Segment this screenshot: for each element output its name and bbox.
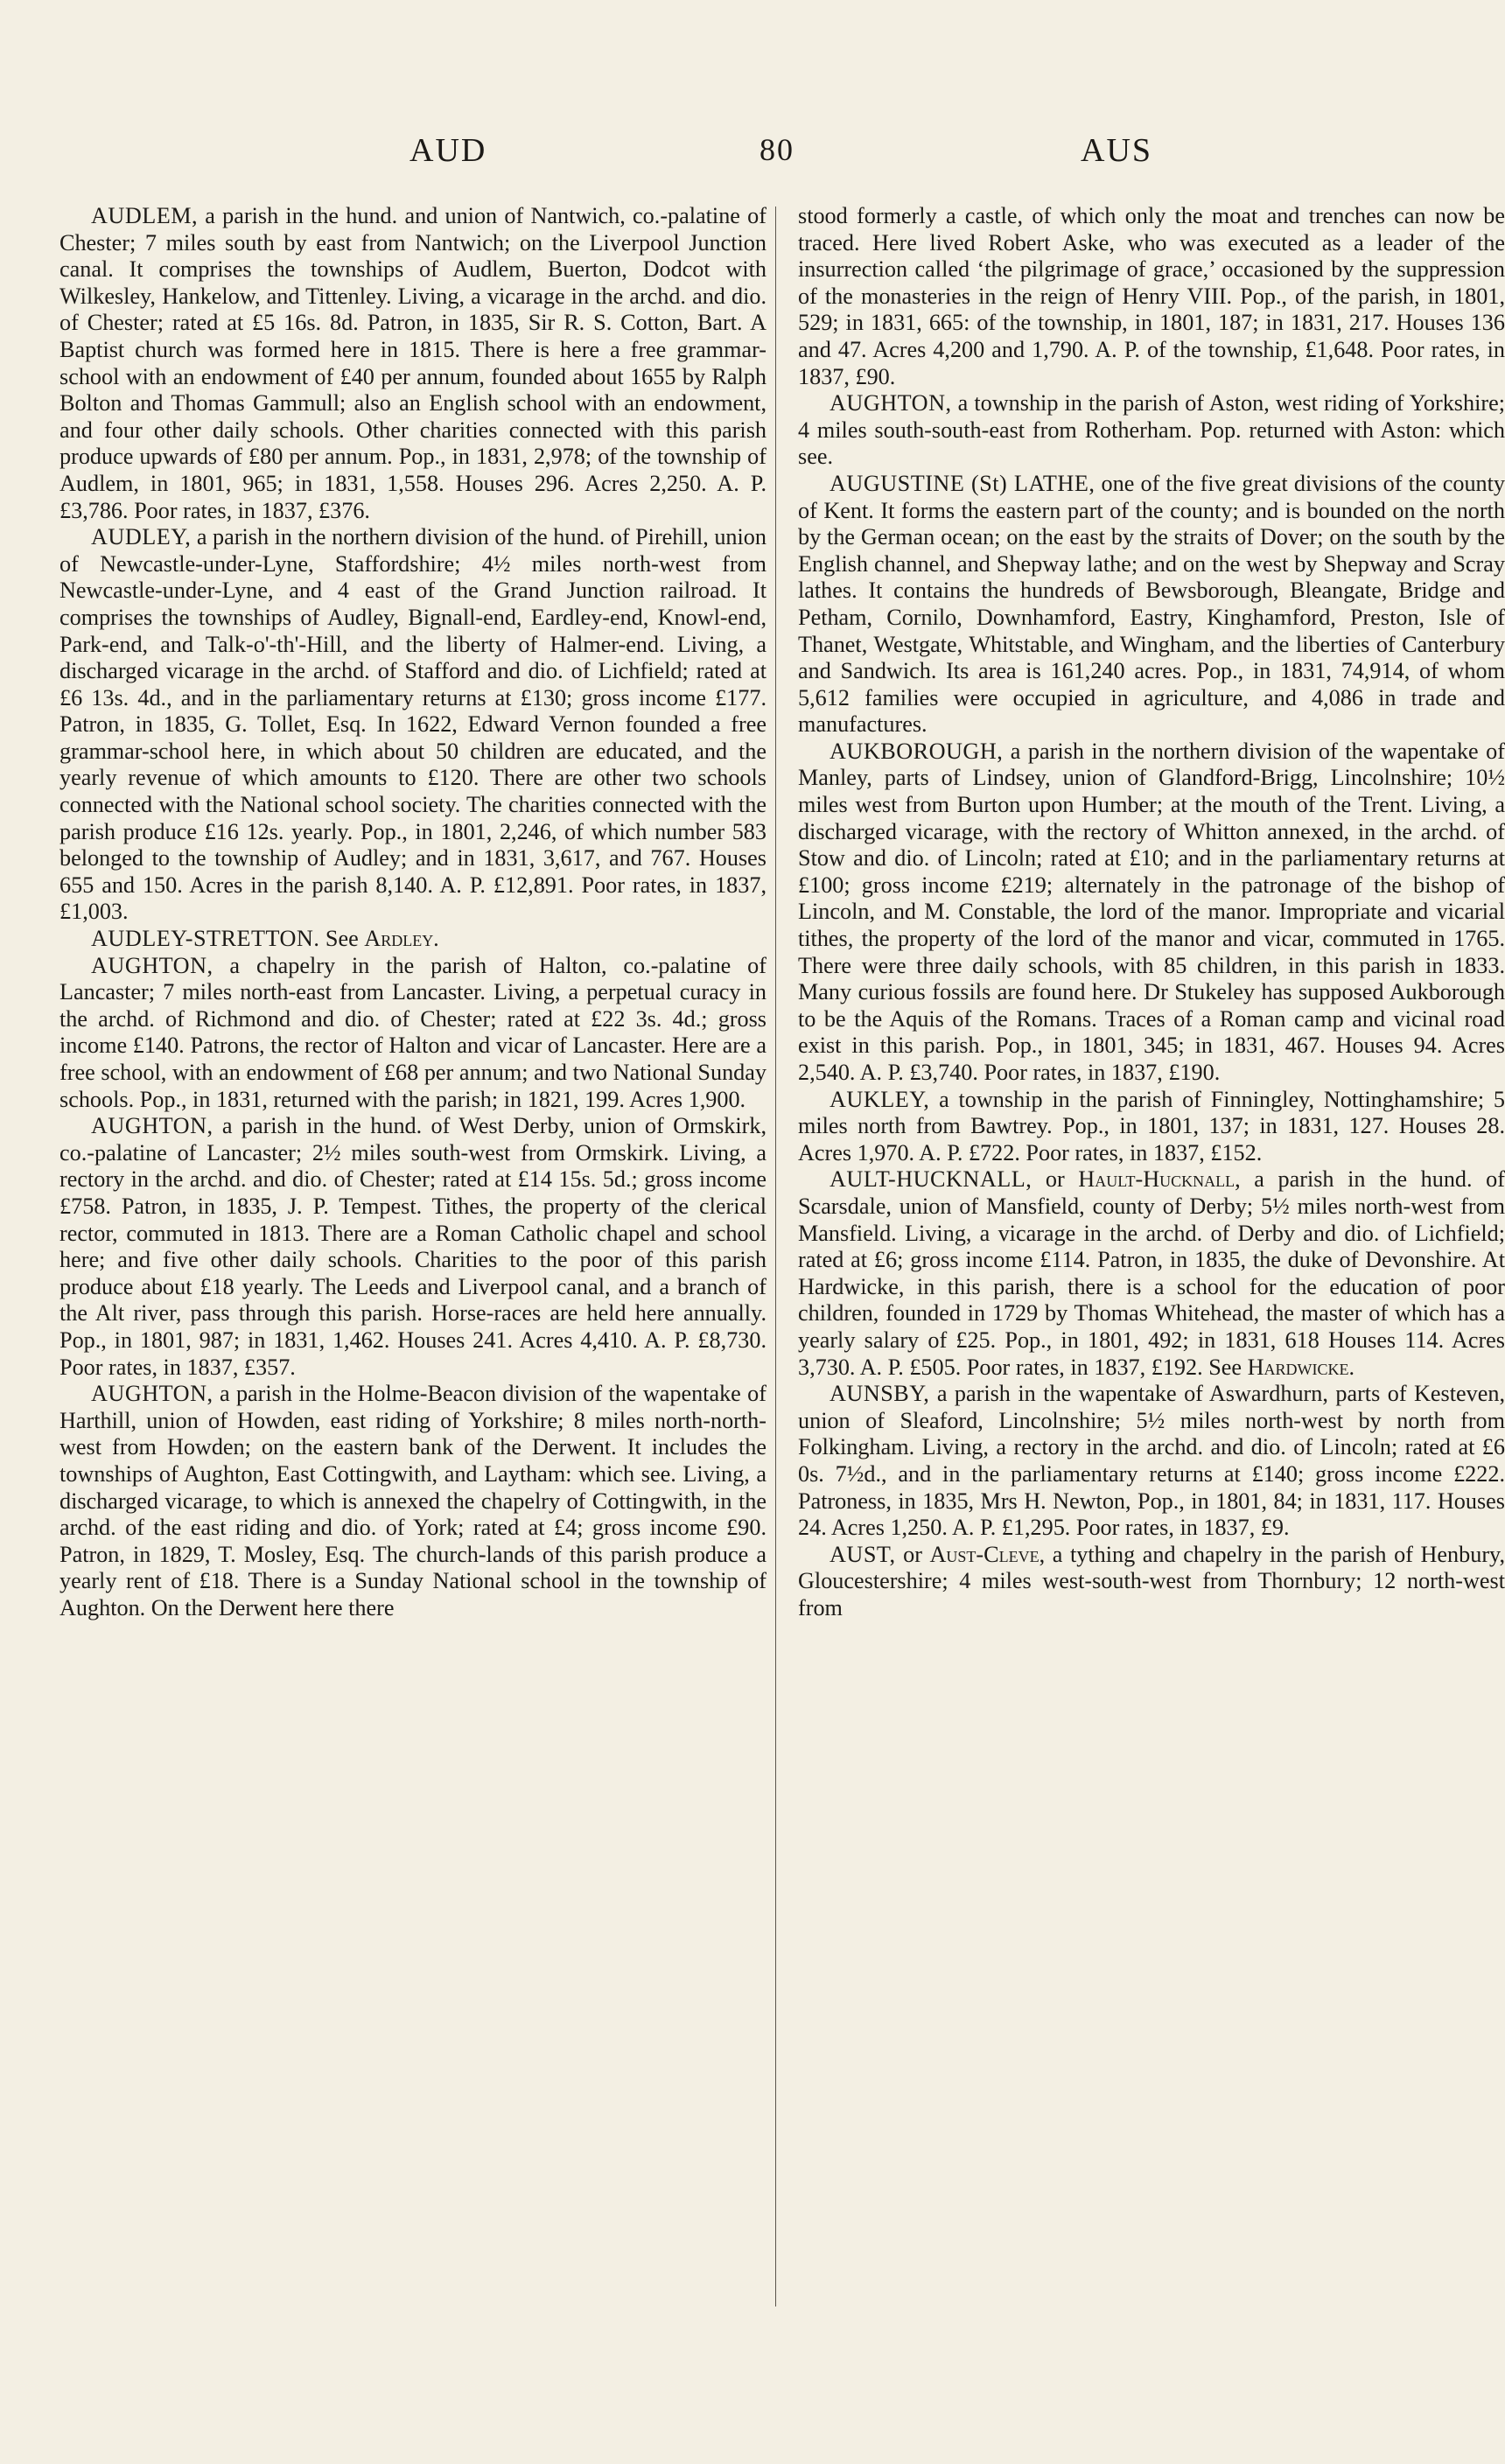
entry-text: a parish in the wapentake of Aswardhurn, parts of Kesteven, union of Sleaford, Lincolnshire; 5½ miles north-west by north from Folkingham. Living, a rectory in the archd. and dio. of Lincoln; rated at £6 0s. 7½d., and in the parliamentary returns at £140; gross income £222. Patroness, in 1835, Mrs H. Newton, Pop., in 1801, 84; in 1831, 117. Houses 24. Acres 1,250. A. P. £1,295. Poor rates, in 1837, £9. bbox=[798, 1381, 1505, 1541]
entry-headword: AULT-HUCKNALL, bbox=[830, 1166, 1032, 1193]
gazetteer-entry bbox=[798, 1087, 1505, 1167]
entry-text: one of the five great divisions of the county of Kent. It forms the eastern part of the county; and is bounded on the north by the German ocean; on the east by the straits of Dover; on the south by the English channel, and Shepway lathe; and on the west by Shepway and Scray lathes. It contains the hundreds of Bewsborough, Bleangate, Bridge and Petham, Cornilo, Downhamford, Eastry, Kinghamford, Preston, Isle of Thanet, Westgate, Whitstable, and Wingham, and the liberties of Canterbury and Sandwich. Its area is 161,240 acres. Pop., in 1831, 74,914, of whom 5,612 families were occupied in agriculture, and 4,086 in trade and manufactures. bbox=[798, 470, 1505, 738]
gazetteer-entry bbox=[798, 1542, 1505, 1622]
entry-headword: AUKBOROUGH, bbox=[830, 738, 1004, 764]
gazetteer-entry bbox=[60, 203, 766, 524]
gazetteer-entry bbox=[798, 1166, 1505, 1381]
entry-text: a township in the parish of Aston, west riding of Yorkshire; 4 miles south-south-east from Rotherham. Pop. returned with Aston: which see. bbox=[798, 390, 1505, 470]
gazetteer-entry bbox=[798, 203, 1505, 390]
entry-headword: AUGHTON, bbox=[91, 1113, 214, 1139]
entry-text: a tything and chapelry in the parish of Henbury, Gloucestershire; 4 miles west-south-west from Thornbury; 12 north-west from bbox=[798, 1541, 1505, 1620]
gazetteer-entry bbox=[798, 471, 1505, 738]
entry-text: a township in the parish of Finningley, Nottinghamshire; 5 miles north from Bawtrey. Pop., in 1801, 137; in 1831, 127. Houses 28. Acres 1,970. A. P. £722. Poor rates, in 1837, £152. bbox=[798, 1086, 1505, 1166]
entry-alt-name: Hault-Hucknall, bbox=[1078, 1166, 1241, 1193]
entry-text: a chapelry in the parish of Halton, co.-palatine of Lancaster; 7 miles north-east from Lancaster. Living, a perpetual curacy in the archd. of Richmond and dio. of Chester; rated at £22 3s. 4d.; gross income £140. Patrons, the rector of Halton and vicar of Lancaster. Here are a free school, with an endowment of £68 per annum; and two National Sunday schools. Pop., in 1831, returned with the parish; in 1821, 199. Acres 1,900. bbox=[60, 952, 766, 1112]
gazetteer-entry bbox=[798, 738, 1505, 1087]
left-column bbox=[60, 203, 766, 1621]
running-header bbox=[0, 131, 1460, 184]
gazetteer-entry bbox=[60, 1381, 766, 1621]
entry-headword: AUNSBY, bbox=[830, 1381, 930, 1407]
entry-headword: AUGHTON, bbox=[830, 390, 952, 416]
gazetteer-entry bbox=[798, 390, 1505, 471]
entry-text: a parish in the hund. of West Derby, union of Ormskirk, co.-palatine of Lancaster; 2½ miles south-west from Ormskirk. Living, a rectory in the archd. and dio. of Chester; rated at £14 15s. 5d.; gross income £758. Patron, in 1835, J. P. Tempest. Tithes, the property of the clerical rector, commuted in 1813. There are a Roman Catholic chapel and school here; and five other daily schools. Charities to the poor of this parish produce about £18 yearly. The Leeds and Liverpool canal, and a branch of the Alt river, pass through this parish. Horse-races are held here annually. Pop., in 1801, 987; in 1831, 1,462. Houses 241. Acres 4,410. A. P. £8,730. Poor rates, in 1837, £357. bbox=[60, 1113, 766, 1380]
header-right-guideword: AUS bbox=[1081, 132, 1153, 169]
entry-text: stood formerly a castle, of which only the moat and trenches can now be traced. Here lived Robert Aske, who was executed as a leader of the insurrection called ‘the pilgrimage of grace,’ occasioned by the suppression of the monasteries in the reign of Henry VIII. Pop., of the parish, in 1801, 529; in 1831, 665: of the township, in 1801, 187; in 1831, 217. Houses 136 and 47. Acres 4,200 and 1,790. A. P. of the township, £1,648. Poor rates, in 1837, £90. bbox=[798, 203, 1505, 389]
entry-cross-reference: Ardley. bbox=[364, 926, 439, 952]
entry-headword: AUDLEY-STRETTON. bbox=[91, 926, 320, 952]
gazetteer-entry bbox=[60, 1113, 766, 1381]
entry-text: a parish in the Holme-Beacon division of the wapentake of Harthill, union of Howden, east riding of Yorkshire; 8 miles north-north-west from Howden; on the eastern bank of the Derwent. It includes the townships of Aughton, East Cottingwith, and Laytham: which see. Living, a discharged vicarage, to which is annexed the chapelry of Cottingwith, in the archd. of the east riding and dio. of York; rated at £4; gross income £90. Patron, in 1829, T. Mosley, Esq. The church-lands of this parish produce a yearly rent of £18. There is a Sunday National school in the township of Aughton. On the Derwent here there bbox=[60, 1381, 766, 1620]
gazetteer-entry bbox=[60, 524, 766, 926]
gazetteer-entry bbox=[60, 953, 766, 1114]
entry-text: a parish in the northern division of the wapentake of Manley, parts of Lindsey, union of Glandford-Brigg, Lincolnshire; 10½ miles west from Burton upon Humber; at the mouth of the Trent. Living, a discharged vicarage, with the rectory of Whitton annexed, in the archd. of Stow and dio. of Lincoln; rated at £10; and in the parliamentary returns at £100; gross income £219; alternately in the patronage of the bishop of Lincoln, and M. Constable, the lord of the manor. Impropriate and vicarial tithes, the property of the lord of the manor and vicar, commuted in 1765. There were three daily schools, with 85 children, in this parish in 1833. Many curious fossils are found here. Dr Stukeley has supposed Aukborough to be the Aquis of the Romans. Traces of a Roman camp and vicinal road exist in this parish. Pop., in 1801, 345; in 1831, 467. Houses 94. Acres 2,540. A. P. £3,740. Poor rates, in 1837, £190. bbox=[798, 738, 1505, 1085]
entry-text: a parish in the hund. and union of Nantwich, co.-palatine of Chester; 7 miles south by east from Nantwich; on the Liverpool Junction canal. It comprises the townships of Audlem, Buerton, Dodcot with Wilkesley, Hankelow, and Tittenley. Living, a vicarage in the archd. and dio. of Chester; rated at £5 16s. 8d. Patron, in 1835, Sir R. S. Cotton, Bart. A Baptist church was formed here in 1815. There is here a free grammar-school with an endowment of £40 per annum, founded about 1655 by Ralph Bolton and Thomas Gammull; also an English school with an endowment, and four other daily schools. Other charities connected with this parish produce upwards of £80 per annum. Pop., in 1831, 2,978; of the township of Audlem, in 1801, 965; in 1831, 1,558. Houses 296. Acres 2,250. A. P. £3,786. Poor rates, in 1837, £376. bbox=[60, 203, 766, 523]
entry-headword: AUST, bbox=[830, 1541, 896, 1567]
gazetteer-entry bbox=[60, 926, 766, 953]
entry-alt-name: Aust-Cleve, bbox=[929, 1541, 1046, 1567]
entry-text: a parish in the northern division of the hund. of Pirehill, union of Newcastle-under-Lyne, Staffordshire; 4½ miles north-west from Newcastle-under-Lyne, and 4 east of the Grand Junction railroad. It comprises the townships of Audley, Bignall-end, Eardley-end, Knowl-end, Park-end, and Talk-o'-th'-Hill, and the liberty of Halmer-end. Living, a discharged vicarage in the archd. of Stafford and dio. of Lichfield; rated at £6 13s. 4d., and in the parliamentary returns at £130; gross income £177. Patron, in 1835, G. Tollet, Esq. In 1622, Edward Vernon founded a free grammar-school here, in which about 50 children are educated, and the yearly revenue of which amounts to £120. There are other two schools connected with the National school society. The charities connected with the parish produce £16 12s. yearly. Pop., in 1801, 2,246, of which number 583 belonged to the township of Audley; and in 1831, 3,617, and 767. Houses 655 and 150. Acres in the parish 8,140. A. P. £12,891. Poor rates, in 1837, £1,003. bbox=[60, 524, 766, 925]
right-column bbox=[798, 203, 1505, 1621]
entry-text: See bbox=[319, 926, 365, 952]
header-left-guideword: AUD bbox=[410, 132, 487, 169]
gazetteer-entry bbox=[798, 1381, 1505, 1542]
column-divider bbox=[775, 206, 776, 2306]
entry-headword: AUGUSTINE (St) LATHE, bbox=[830, 470, 1096, 496]
entry-headword: AUKLEY, bbox=[830, 1086, 930, 1112]
entry-text: or bbox=[895, 1541, 930, 1567]
entry-headword: AUDLEM, bbox=[91, 203, 199, 228]
entry-text: a parish in the hund. of Scarsdale, union of Mansfield, county of Derby; 5½ miles north-west from Mansfield. Living, a vicarage in the archd. of Derby and dio. of Lichfield; rated at £6; gross income £114. Patron, in 1835, the duke of Devonshire. At Hardwicke, in this parish, there is a school for the education of poor children, founded in 1729 by Thomas Whitehead, the master of which has a yearly salary of £25. Pop., in 1801, 492; in 1831, 618 Houses 114. Acres 3,730. A. P. £505. Poor rates, in 1837, £192. See bbox=[798, 1166, 1505, 1380]
entry-headword: AUGHTON, bbox=[91, 952, 214, 978]
entry-headword: AUDLEY, bbox=[91, 524, 192, 550]
entry-text: or bbox=[1032, 1166, 1079, 1193]
page-number: 80 bbox=[760, 132, 794, 167]
entry-headword: AUGHTON, bbox=[91, 1381, 214, 1407]
entry-cross-reference: Hardwicke. bbox=[1247, 1354, 1355, 1380]
